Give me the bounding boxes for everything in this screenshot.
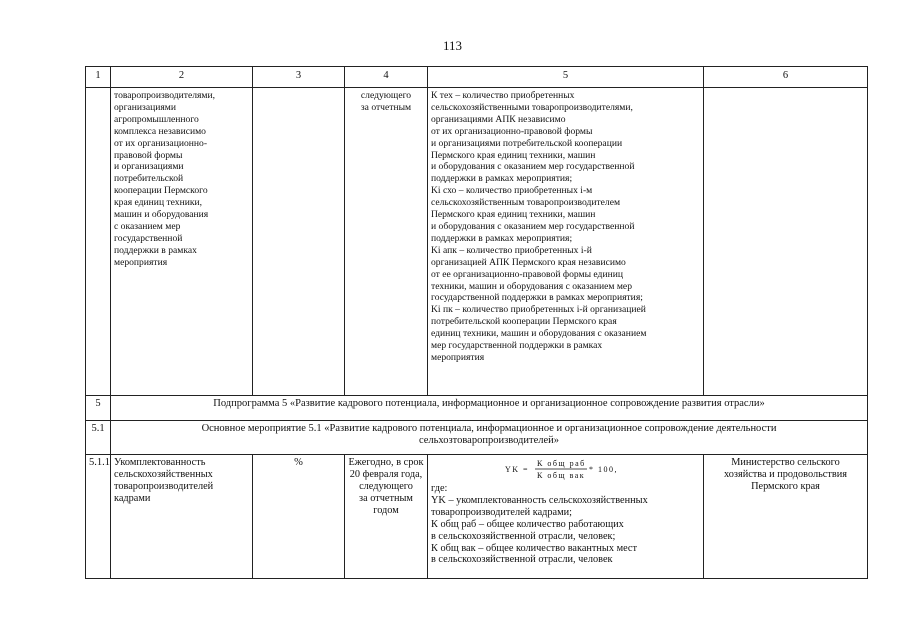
cont-col5-line: от ее организационно-правовой формы единиц bbox=[431, 268, 623, 280]
cont-col5-line: техники, машин и оборудования с оказанием мер bbox=[431, 280, 632, 292]
row-511-col5-line: YK – укомплектованность сельскохозяйственных bbox=[431, 494, 648, 506]
cont-col5-line: Ki пк – количество приобретенных i-й организацией bbox=[431, 304, 646, 316]
row-511-col2-line: сельскохозяйственных bbox=[114, 468, 213, 480]
row-511-col-2 bbox=[111, 455, 253, 579]
formula-tail: * 100, bbox=[589, 465, 618, 474]
cont-col4-line: за отчетным bbox=[360, 101, 412, 113]
cont-col2-line: мероприятия bbox=[114, 256, 168, 268]
row-511-col6-line: хозяйства и продовольствия bbox=[724, 468, 847, 480]
header-col-6: 6 bbox=[704, 67, 868, 88]
cont-col2-line: и организациями bbox=[114, 161, 184, 173]
cont-col5-line: Ki апк – количество приобретенных i-й bbox=[431, 244, 592, 256]
row-511-col2-line: товаропроизводителей bbox=[114, 480, 214, 492]
cont-col5-line: единиц техники, машин и оборудования с оказанием bbox=[431, 328, 647, 340]
row-511-number: 5.1.1 bbox=[86, 455, 111, 579]
cont-col2-line: с оказанием мер bbox=[114, 220, 181, 232]
row-511-col4-line: годом bbox=[373, 504, 399, 516]
header-col-5: 5 bbox=[428, 67, 704, 88]
subprogram-row bbox=[86, 396, 868, 421]
cont-col5-line: сельскохозяйственными товаропроизводителями, bbox=[431, 101, 633, 113]
cont-col2-line: потребительской bbox=[114, 173, 184, 185]
cont-col-5 bbox=[428, 88, 704, 396]
cont-col2-line: поддержки в рамках bbox=[114, 244, 197, 256]
cont-col-2 bbox=[111, 88, 253, 396]
cont-col2-line: края единиц техники, bbox=[114, 197, 203, 209]
header-row bbox=[86, 67, 868, 88]
cont-col5-line: от их организационно-правовой формы bbox=[431, 125, 593, 137]
cont-col5-line: Пермского края единиц техники, машин bbox=[431, 209, 596, 221]
row-511-col5-line: К общ раб – общее количество работающих bbox=[431, 518, 624, 530]
indicator-row-5-1-1 bbox=[86, 455, 868, 579]
formula-denominator: К общ вак bbox=[537, 471, 586, 480]
row-511-col4-line: Ежегодно, в срок bbox=[348, 457, 424, 468]
main-event-number: 5.1 bbox=[86, 421, 111, 455]
cont-col-4 bbox=[345, 88, 428, 396]
cont-col2-line: государственной bbox=[114, 232, 183, 244]
row-511-col6-line: Пермского края bbox=[751, 480, 820, 492]
row-511-col4-line: 20 февраля года, bbox=[349, 468, 423, 480]
formula-numerator: К общ раб bbox=[537, 459, 586, 468]
cont-col2-line: товаропроизводителями, bbox=[114, 90, 216, 101]
main-event-row bbox=[86, 421, 868, 455]
cont-col5-line: организациями АПК независимо bbox=[431, 113, 566, 125]
cont-col2-line: кооперации Пермского bbox=[114, 185, 208, 197]
main-event-title bbox=[111, 421, 868, 455]
continuation-row bbox=[86, 88, 868, 396]
header-col-2: 2 bbox=[111, 67, 253, 88]
header-col-3: 3 bbox=[253, 67, 345, 88]
cont-col5-line: мер государственной поддержки в рамках bbox=[431, 340, 603, 352]
subprogram-number: 5 bbox=[86, 396, 111, 421]
cont-col5-line: сельскохозяйственным товаропроизводителем bbox=[431, 197, 621, 209]
main-event-title-line: Основное мероприятие 5.1 «Развитие кадрового потенциала, информационное и организационное сопровождение деятельности bbox=[201, 423, 777, 434]
cont-col-6 bbox=[704, 88, 868, 396]
cont-col2-line: от их организационно- bbox=[114, 137, 208, 149]
row-511-col-4 bbox=[345, 455, 428, 579]
row-511-col4-line: за отчетным bbox=[359, 492, 413, 504]
subprogram-title: Подпрограмма 5 «Развитие кадрового потенциала, информационное и организационное сопровождение развития отрасли» bbox=[111, 396, 868, 421]
cont-col5-line: государственной поддержки в рамках мероприятия; bbox=[431, 292, 643, 304]
row-511-col6-line: Министерство сельского bbox=[731, 457, 840, 468]
row-511-col5-line: К общ вак – общее количество вакантных мест bbox=[431, 542, 637, 554]
formula-lhs: YK = bbox=[505, 465, 530, 474]
cont-col2-line: машин и оборудования bbox=[114, 209, 209, 221]
cont-col5-line: К тех – количество приобретенных bbox=[431, 90, 575, 101]
cont-col5-line: и организациями потребительской кооперации bbox=[431, 137, 623, 149]
cont-col-3 bbox=[253, 88, 345, 396]
formula bbox=[505, 457, 645, 481]
cont-col2-line: комплекса независимо bbox=[114, 125, 206, 137]
page-number: 113 bbox=[442, 38, 463, 53]
cont-col4-line: следующего bbox=[360, 90, 412, 101]
row-511-col-5 bbox=[428, 455, 704, 579]
row-511-col5-line: где: bbox=[431, 483, 448, 494]
cont-col5-line: мероприятия bbox=[431, 351, 485, 363]
row-511-col5-line: товаропроизводителей кадрами; bbox=[431, 506, 573, 518]
cont-col5-line: и оборудования с оказанием мер государственной bbox=[431, 220, 635, 232]
cont-col5-line: Ki схо – количество приобретенных i-м bbox=[431, 185, 593, 197]
header-col-4: 4 bbox=[345, 67, 428, 88]
cont-col5-line: потребительской кооперации Пермского края bbox=[431, 316, 617, 328]
row-511-col2-line: Укомплектованность bbox=[114, 457, 206, 468]
indicator-table bbox=[85, 66, 868, 579]
cont-col5-line: Пермского края единиц техники, машин bbox=[431, 149, 596, 161]
cont-col5-line: организацией АПК Пермского края независимо bbox=[431, 256, 626, 268]
cont-col2-line: правовой формы bbox=[114, 149, 183, 161]
cont-col5-line: и оборудования с оказанием мер государственной bbox=[431, 161, 635, 173]
main-event-title-line: сельхозтоваропроизводителей» bbox=[418, 434, 560, 446]
cont-col-1 bbox=[86, 88, 111, 396]
header-col-1: 1 bbox=[86, 67, 111, 88]
cont-col5-line: поддержки в рамках мероприятия; bbox=[431, 232, 573, 244]
row-511-col4-line: следующего bbox=[359, 480, 413, 492]
cont-col5-line: поддержки в рамках мероприятия; bbox=[431, 173, 573, 185]
row-511-col5-line: в сельскохозяйственной отрасли, человек; bbox=[431, 530, 616, 542]
row-511-col2-line: кадрами bbox=[114, 492, 151, 504]
row-511-col-6 bbox=[704, 455, 868, 579]
cont-col2-line: агропромышленного bbox=[114, 113, 199, 125]
row-511-unit: % bbox=[253, 455, 345, 579]
cont-col2-line: организациями bbox=[114, 101, 176, 113]
row-511-col5-line: в сельскохозяйственной отрасли, человек bbox=[431, 554, 613, 566]
